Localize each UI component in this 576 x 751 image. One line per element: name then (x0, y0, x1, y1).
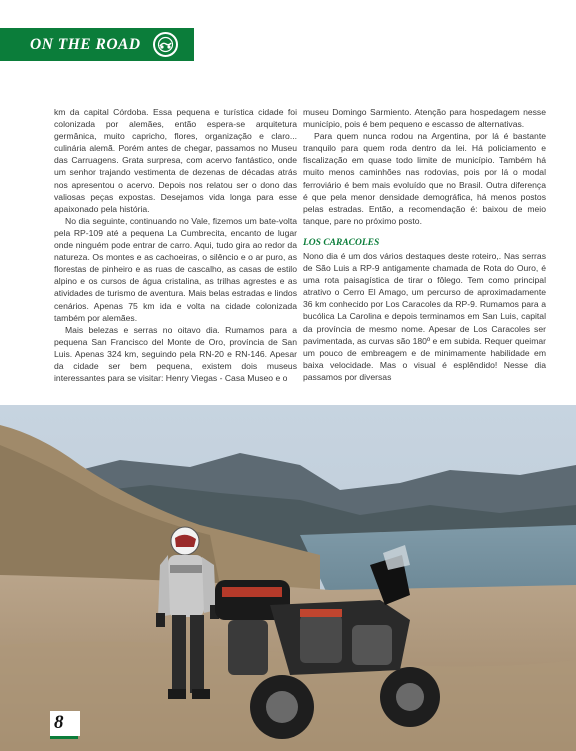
section-title: ON THE ROAD (30, 35, 141, 53)
section-subheading: LOS CARACOLES (303, 237, 380, 248)
paragraph: No dia seguinte, continuando no Vale, fizemos um bate-volta pela RP-109 até a pequena La Cumbrecita, encanto de lugar onde ninguém pode entrar de carro. Aqui, tudo gira ao redor da natureza. Os montes e as cachoeiras, o silêncio e o ar puro, as florestas de pinheiro e as ruas de cascalho, as casas de estilo alpino e os cursos de água cristalina, as trilhas agrestes e as atividades de turismo de aventura. Mais belas estradas e lindos cenários. Apenas 75 km ida e volta na cidade colonizada também por alemães. (54, 215, 297, 323)
article-right-column (303, 106, 546, 383)
page-number-underline (50, 736, 78, 739)
paragraph: km da capital Córdoba. Essa pequena e turística cidade foi colonizada por alemães, então espera-se arquitetura germânica, muito capricho, flores, organização e claro... culinária alemã. Porém antes de chegar, passamos no Museu das Carruagens. Grata surpresa, com acervo fantástico, onde um senhor trajando vestimenta de dezenas de décadas atrás nos apresentou o acervo. Depois nos relatou ser o dono das valiosas peças expostas. Desejamos vida longa para esse apaixonado pela história. (54, 107, 297, 214)
page-number: 8 (54, 712, 64, 733)
article-left-column (54, 106, 297, 384)
motorcycle-wheel-icon (153, 32, 178, 57)
paragraph: museu Domingo Sarmiento. Atenção para hospedagem nesse município, pois é bem pequeno e escasso de alternativas. (303, 107, 546, 130)
paragraph: Mais belezas e serras no oitavo dia. Rumamos para a pequena San Francisco del Monte de Oro, província de San Luis. Apenas 324 km, seguindo pela RN-20 e RN-146. Apesar da cidade ser bem pequena, existem dois museus interessantes para se visitar: Henry Viegas - Casa Museo e o (54, 324, 297, 384)
article-photo (0, 405, 576, 751)
paragraph: Para quem nunca rodou na Argentina, por lá é bastante tranquilo para quem roda dentro da lei. Há policiamento e fiscalização em quase todo limite de município. Também há muito menos caminhões nas rodovias, pois por lá o modal ferroviário é bem mais evoluído que no Brasil. Outra diferença é que pela menor densidade demográfica, há menos postos pelas estradas. Então, a recomendação é: baixou de meio tanque, pare no próximo posto. (303, 131, 546, 226)
section-header-band (0, 28, 194, 61)
paragraph: Nono dia é um dos vários destaques deste roteiro,. Nas serras de São Luis a RP-9 antigamente chamada de Rota do Ouro, é uma rota paisagística de tirar o fôlego. Tem como principal atrativo o Cerro El Amago, um percurso de aproximadamente 36 km conhecido por Los Caracoles da RP-9. Rumamos para a bucólica La Carolina e depois terminamos em San Luis, capital da província de mesmo nome. Apesar de Los Caracoles ser pavimentada, as curvas são 180º e em subida. Requer queimar um pouco de embreagem e de minimamente habilidade em baixa velocidade. Mas o visual é esplêndido! Nesse dia passamos por diversas (303, 250, 546, 382)
